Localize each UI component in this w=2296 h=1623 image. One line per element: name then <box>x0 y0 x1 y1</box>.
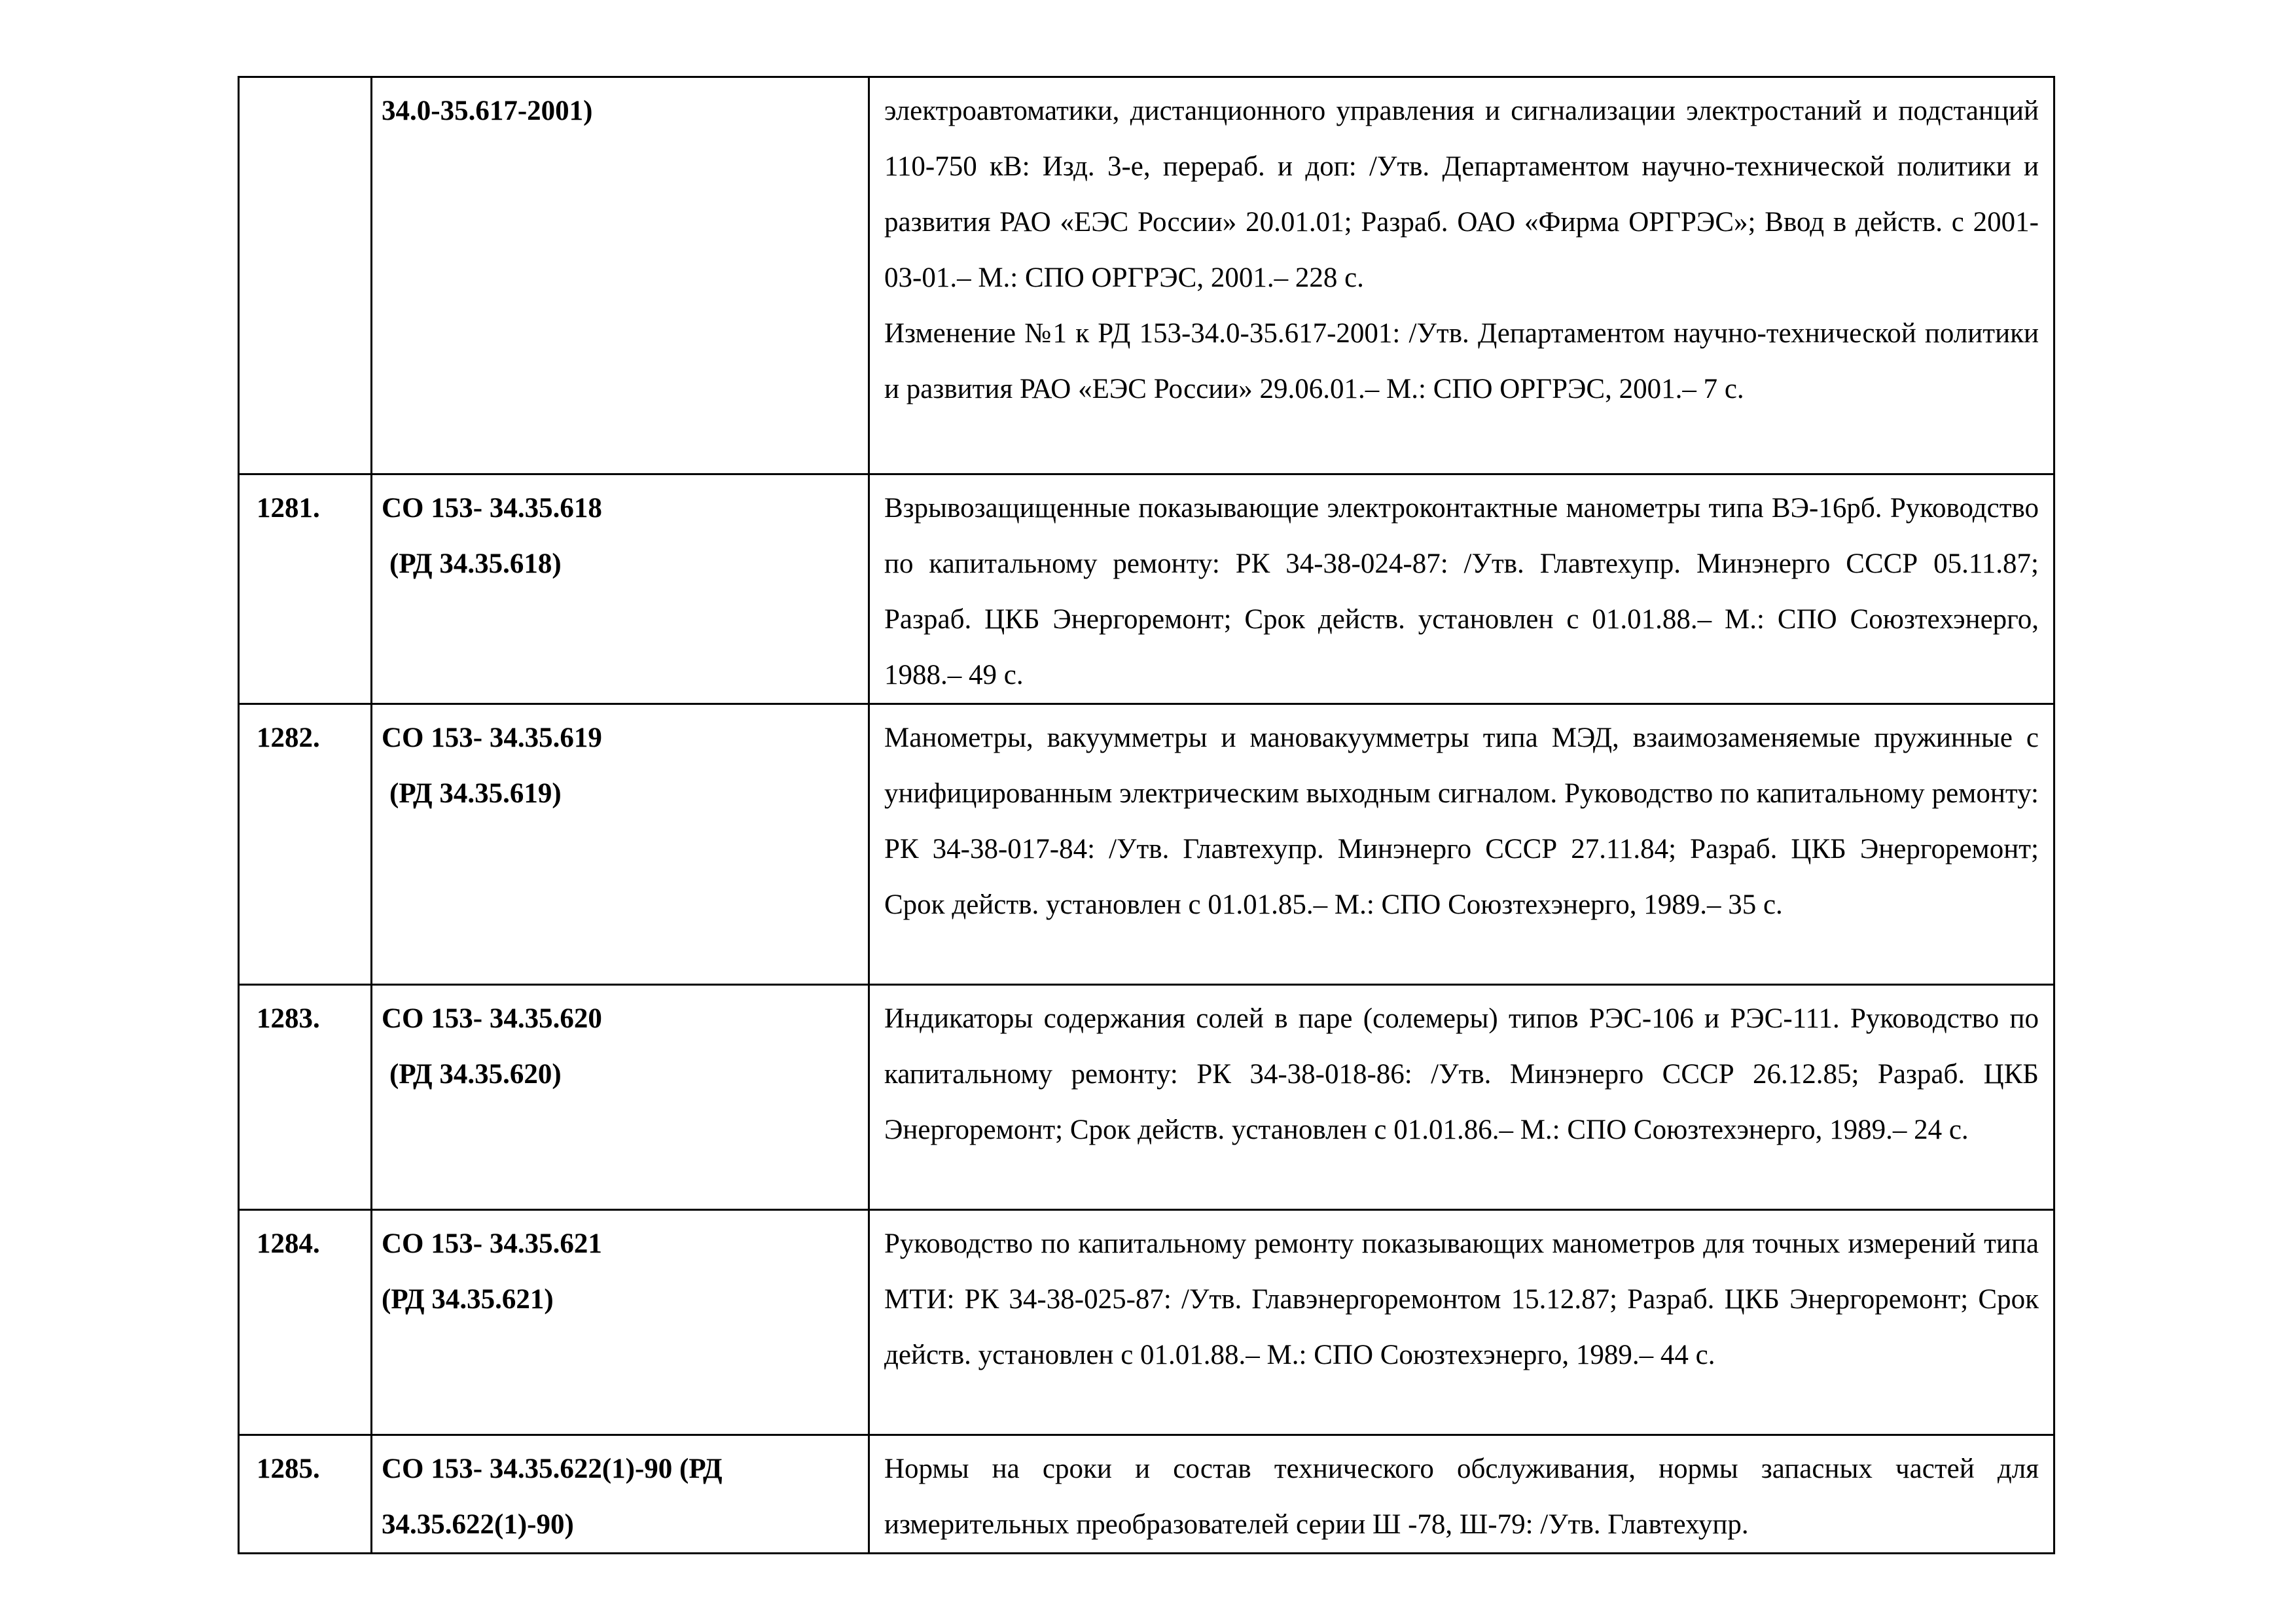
document-description <box>869 77 2054 474</box>
document-code <box>372 1435 869 1554</box>
row-number: 1284. <box>239 1210 372 1435</box>
row-number: 1283. <box>239 985 372 1210</box>
code-line: СО 153- 34.35.622(1)-90 (РД <box>382 1454 723 1484</box>
code-line: 34.35.622(1)-90) <box>382 1509 574 1540</box>
table-row <box>239 77 2054 474</box>
document-description <box>869 1435 2054 1554</box>
standards-table <box>238 76 2055 1554</box>
description-paragraph: Индикаторы содержания солей в паре (солемеры) типов РЭС-106 и РЭС-111. Руководство по капитальному ремонту: РК 34-38-018-86: /Утв. Минэнерго СССР 26.12.85; Разраб. ЦКБ Энергоремонт; Срок действ. установлен с 01.01.86.– М.: СПО Союзтехэнерго, 1989.– 24 с. <box>884 1003 2039 1145</box>
description-paragraph: Взрывозащищенные показывающие электроконтактные манометры типа ВЭ-16рб. Руководство по капитальному ремонту: РК 34-38-024-87: /Утв. Главтехупр. Минэнерго СССР 05.11.87; Разраб. ЦКБ Энергоремонт; Срок действ. установлен с 01.01.88.– М.: СПО Союзтехэнерго, 1988.– 49 с. <box>884 493 2039 690</box>
row-number: 1281. <box>239 474 372 704</box>
code-line: (РД 34.35.618) <box>389 548 562 579</box>
table-row <box>239 474 2054 704</box>
document-code <box>372 1210 869 1435</box>
description-paragraph: Руководство по капитальному ремонту показывающих манометров для точных измерений типа МТИ: РК 34-38-025-87: /Утв. Главэнергоремонтом 15.12.87; Разраб. ЦКБ Энергоремонт; Срок действ. установлен с 01.01.88.– М.: СПО Союзтехэнерго, 1989.– 44 с. <box>884 1228 2039 1370</box>
table-row <box>239 1435 2054 1554</box>
description-paragraph: Изменение №1 к РД 153-34.0-35.617-2001: /Утв. Департаментом научно-технической политики и развития РАО «ЕЭС России» 29.06.01.– М.: СПО ОРГРЭС, 2001.– 7 с. <box>884 318 2039 404</box>
table-row <box>239 985 2054 1210</box>
document-description <box>869 1210 2054 1435</box>
document-description <box>869 985 2054 1210</box>
code-line: (РД 34.35.621) <box>382 1284 554 1315</box>
row-number <box>239 77 372 474</box>
row-number: 1285. <box>239 1435 372 1554</box>
code-line: СО 153- 34.35.619 <box>382 722 602 753</box>
code-line: СО 153- 34.35.621 <box>382 1228 602 1259</box>
document-code <box>372 77 869 474</box>
table-row <box>239 704 2054 985</box>
description-paragraph: электроавтоматики, дистанционного управления и сигнализации электростаний и подстанций 110-750 кВ: Изд. 3-е, перераб. и доп: /Утв. Департаментом научно-технической политики и развития РАО «ЕЭС России» 20.01.01; Разраб. ОАО «Фирма ОРГРЭС»; Ввод в действ. с 2001-03-01.– М.: СПО ОРГРЭС, 2001.– 228 с. <box>884 96 2039 293</box>
description-paragraph: Нормы на сроки и состав технического обслуживания, нормы запасных частей для измерительных преобразователей серии Ш -78, Ш-79: /Утв. Главтехупр. <box>884 1454 2039 1540</box>
table-row <box>239 1210 2054 1435</box>
code-line: 34.0-35.617-2001) <box>382 96 593 126</box>
code-line: (РД 34.35.620) <box>389 1059 562 1090</box>
code-line: СО 153- 34.35.618 <box>382 493 602 524</box>
document-code <box>372 704 869 985</box>
document-code <box>372 985 869 1210</box>
document-code <box>372 474 869 704</box>
document-description <box>869 474 2054 704</box>
document-description <box>869 704 2054 985</box>
row-number: 1282. <box>239 704 372 985</box>
description-paragraph: Манометры, вакуумметры и мановакуумметры типа МЭД, взаимозаменяемые пружинные с унифицированным электрическим выходным сигналом. Руководство по капитальному ремонту: РК 34-38-017-84: /Утв. Главтехупр. Минэнерго СССР 27.11.84; Разраб. ЦКБ Энергоремонт; Срок действ. установлен с 01.01.85.– М.: СПО Союзтехэнерго, 1989.– 35 с. <box>884 722 2039 920</box>
code-line: СО 153- 34.35.620 <box>382 1003 602 1034</box>
code-line: (РД 34.35.619) <box>389 778 562 809</box>
